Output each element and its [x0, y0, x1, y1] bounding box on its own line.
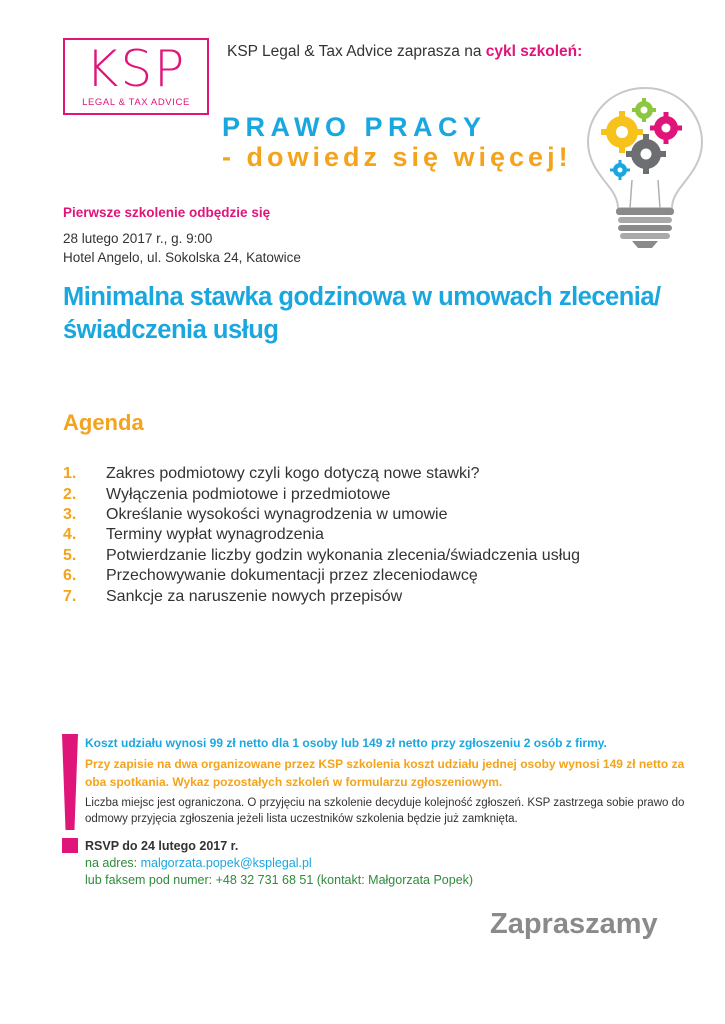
logo-main-text: KSP: [85, 40, 187, 98]
closing-text: Zapraszamy: [490, 908, 658, 940]
agenda-item-text: Sankcje za naruszenie nowych przepisów: [106, 587, 403, 605]
rsvp-deadline: RSVP do 24 lutego 2017 r.: [85, 839, 239, 853]
limit-note: Liczba miejsc jest ograniczona. O przyjęciu na szkolenie decyduje kolejność zgłoszeń. KSP zastrzega sobie prawo do odmowy przyjęcia zgłoszenia jeżeli lista uczestników szkolenia będzie już zamknięta.: [85, 797, 685, 825]
agenda-item-number: 3.: [63, 505, 77, 523]
agenda-item-text: Terminy wypłat wynagrodzenia: [106, 526, 324, 544]
agenda-item-text: Zakres podmiotowy czyli kogo dotyczą nowe stawki?: [106, 465, 480, 483]
agenda-item: [63, 586, 683, 606]
session-venue: Hotel Angelo, ul. Sokolska 24, Katowice: [63, 250, 301, 265]
ksp-logo: [63, 38, 209, 115]
gear-blue-icon: [610, 160, 630, 180]
title-line-1: PRAWO PRACY: [222, 112, 487, 142]
agenda-list: [63, 464, 683, 607]
rsvp-email-link[interactable]: malgorzata.popek@ksplegal.pl: [140, 856, 312, 870]
exclamation-icon: [62, 734, 78, 830]
main-title: Minimalna stawka godzinowa w umowach zlecenia/świadczenia usług: [63, 283, 661, 344]
gear-magenta-icon: [650, 112, 682, 144]
agenda-item: [63, 566, 683, 586]
agenda-item: [63, 525, 683, 545]
gear-green-icon: [632, 98, 656, 122]
two-sessions-note: Przy zapisie na dwa organizowane przez KSP szkolenia koszt udziału jednej osoby wynosi 149 zł netto za oba spotkania. Wykaz pozostałych szkoleń w formularzu zgłoszeniowym.: [85, 757, 685, 789]
lightbulb-gears-icon: [580, 80, 710, 250]
agenda-item-text: Wyłączenia podmiotowe i przedmiotowe: [106, 485, 391, 503]
agenda-item-number: 2.: [63, 485, 77, 503]
agenda-item-text: Określanie wysokości wynagrodzenia w umowie: [106, 505, 448, 523]
agenda-item-number: 7.: [63, 587, 77, 605]
first-session-intro: Pierwsze szkolenie odbędzie się: [63, 205, 271, 220]
title-line-2: - dowiedz się więcej!: [222, 142, 572, 172]
agenda-item-number: 6.: [63, 567, 77, 585]
exclamation-dot-icon: [62, 838, 78, 853]
agenda-item-text: Potwierdzanie liczby godzin wykonania zlecenia/świadczenia usług: [106, 546, 581, 564]
cost-note: Koszt udziału wynosi 99 zł netto dla 1 osoby lub 149 zł netto przy zgłoszeniu 2 osób z firmy.: [85, 736, 607, 750]
agenda-item: [63, 464, 683, 484]
agenda-item-number: 5.: [63, 546, 77, 564]
session-date: 28 lutego 2017 r., g. 9:00: [63, 231, 213, 246]
agenda-item: [63, 546, 683, 566]
agenda-heading: Agenda: [63, 410, 144, 435]
rsvp-fax: lub faksem pod numer: +48 32 731 68 51 (kontakt: Małgorzata Popek): [85, 873, 474, 887]
agenda-item-number: 4.: [63, 526, 77, 544]
invite-highlight: cykl szkoleń:: [485, 43, 583, 60]
agenda-item: [63, 505, 683, 525]
rsvp-address-prefix: na adres:: [85, 856, 141, 870]
invite-prefix: KSP Legal & Tax Advice zaprasza na: [227, 43, 486, 60]
rsvp-address: [85, 856, 312, 870]
logo-sub-text: LEGAL & TAX ADVICE: [82, 97, 190, 108]
invite-line: [227, 43, 582, 61]
agenda-item: [63, 484, 683, 504]
agenda-item-number: 1.: [63, 465, 77, 483]
agenda-item-text: Przechowywanie dokumentacji przez zleceniodawcę: [106, 567, 478, 585]
